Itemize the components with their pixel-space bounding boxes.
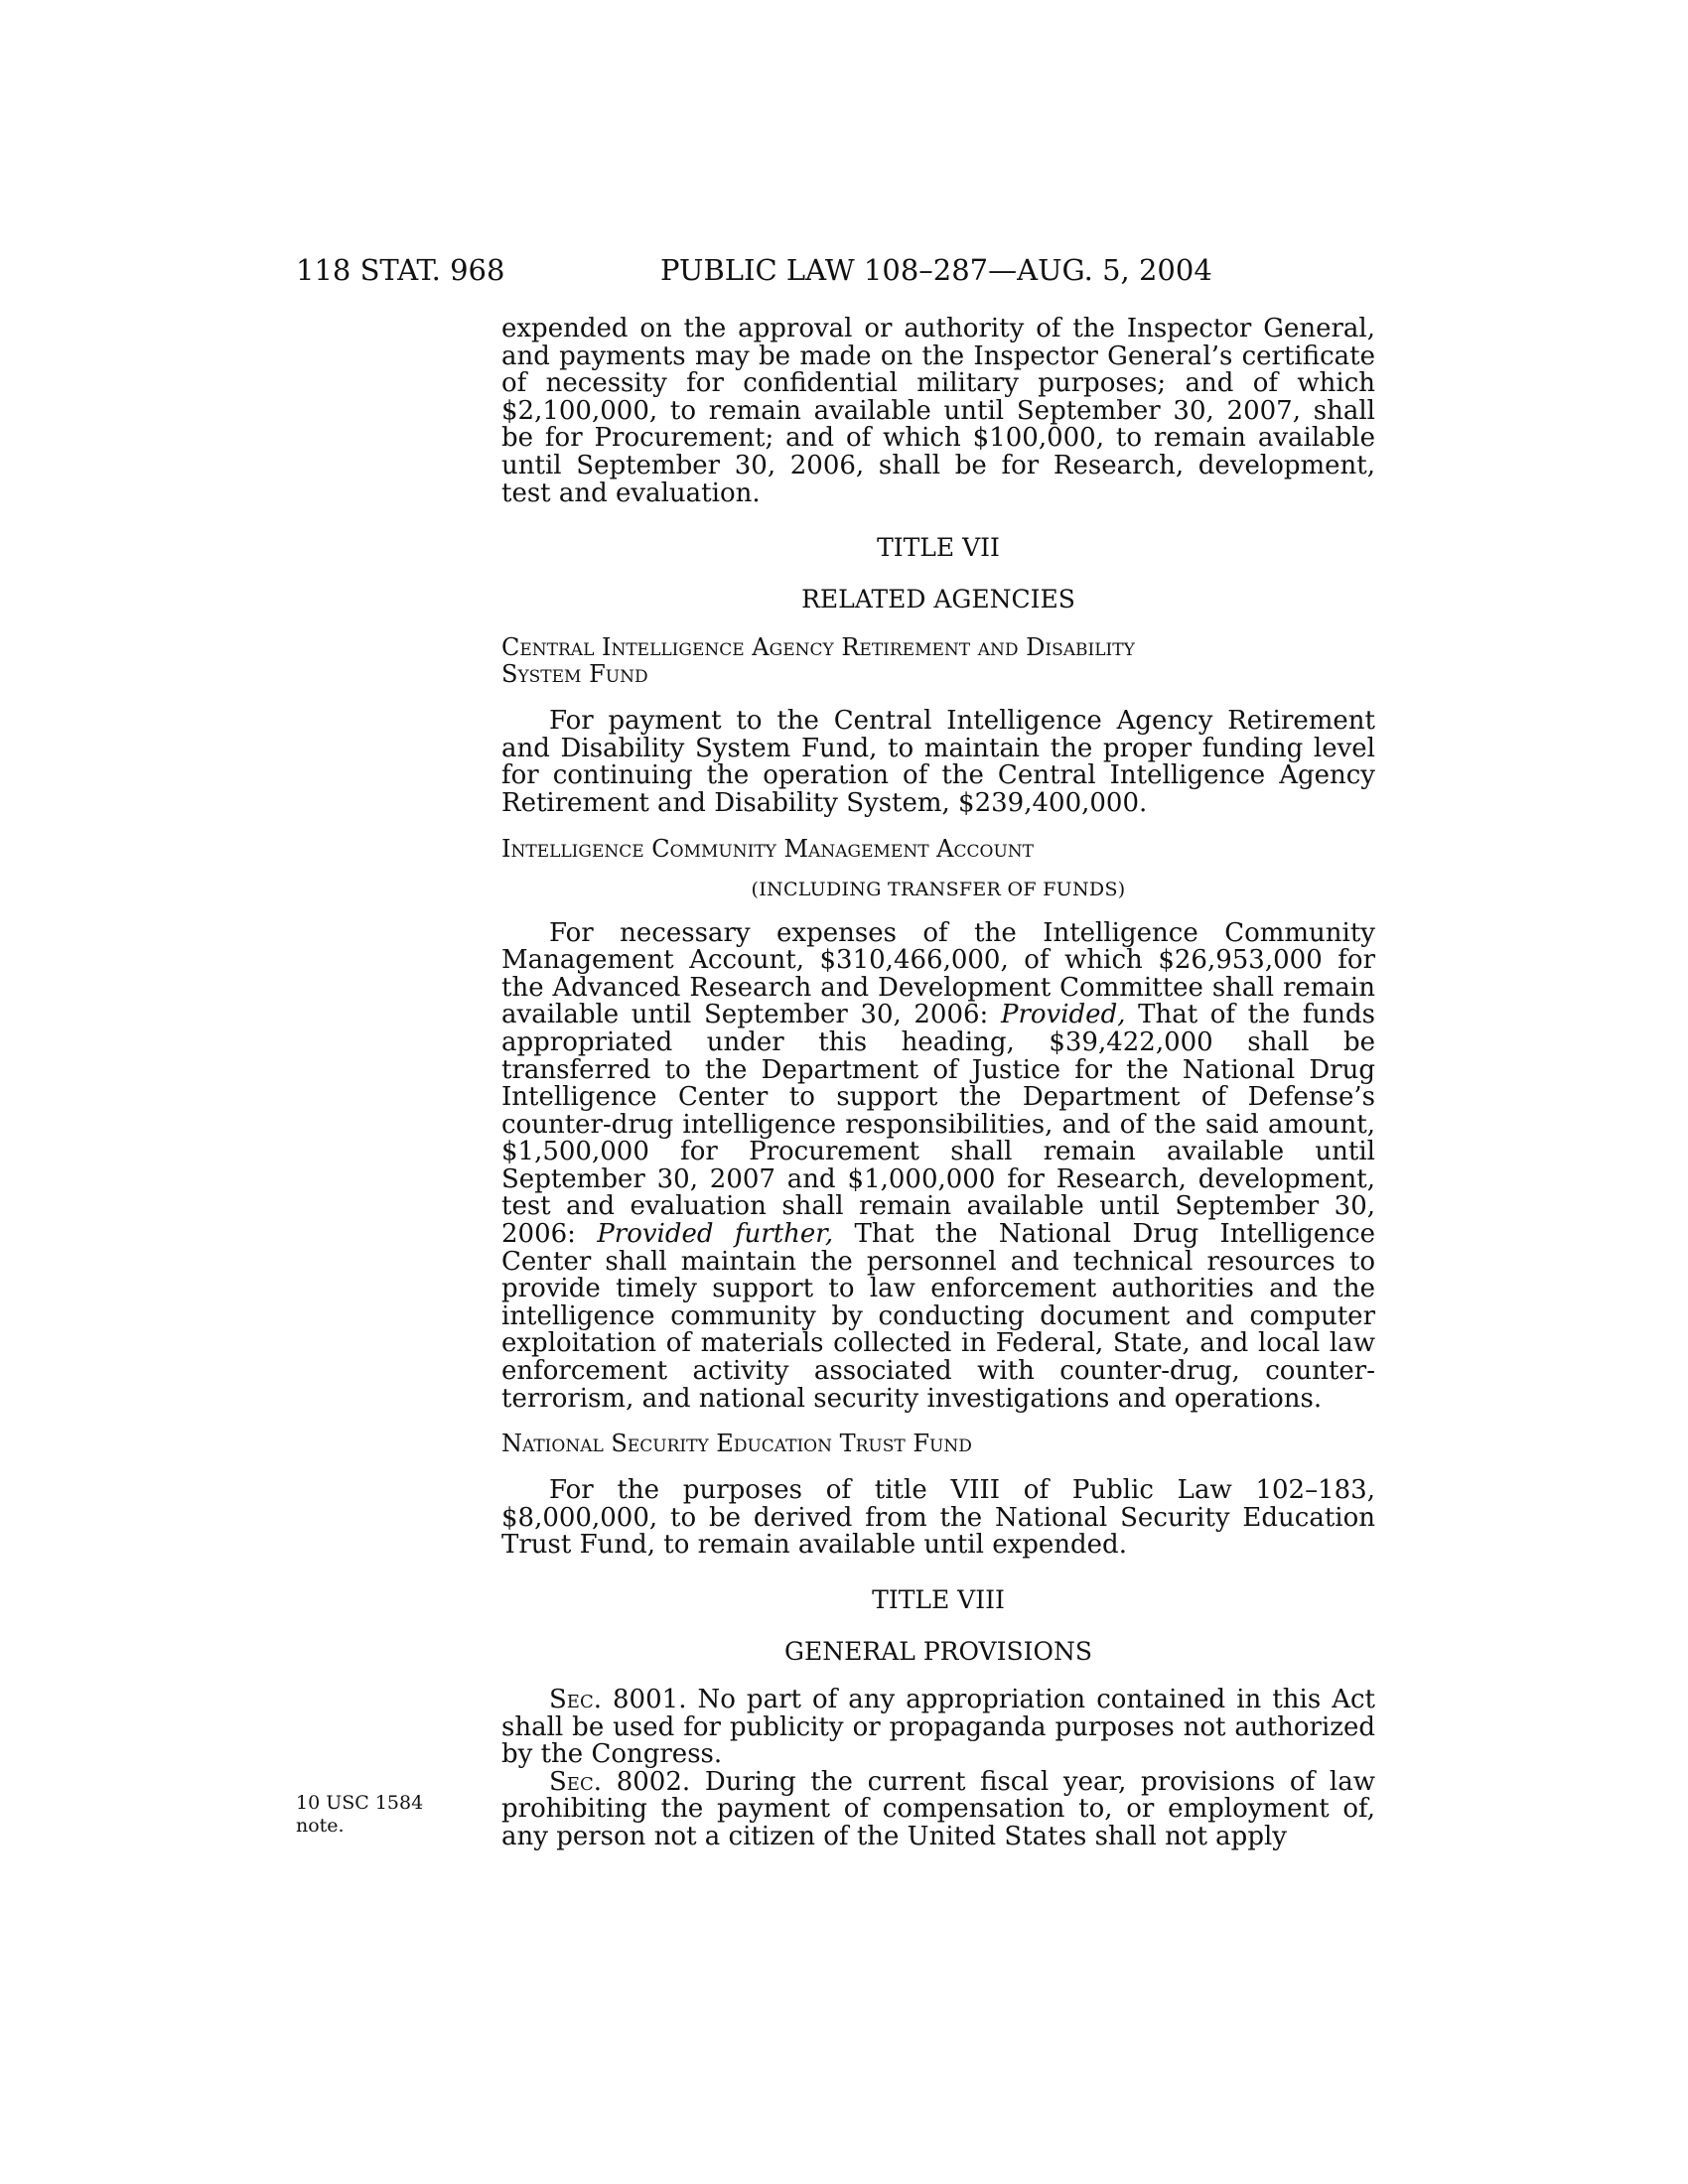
section-8001-text: No part of any appropriation contained in this Act shall be used for publicity or propaganda purposes not authorized by the Congress.	[501, 1685, 1375, 1770]
icma-paragraph	[501, 917, 1375, 1414]
nset-heading: National Security Education Trust Fund	[501, 1430, 972, 1458]
section-8001-label: Sec. 8001.	[549, 1685, 687, 1714]
margin-citation	[296, 1792, 423, 1838]
running-head: PUBLIC LAW 108–287—AUG. 5, 2004	[660, 253, 1212, 287]
icma-text-part3: That the National Drug Intelligence Center shall maintain the personnel and technical resources to provide timely support to law enforcement authorities and the intelligence community by conducting document and computer exploitation of materials collected in Federal, State, and local law enforcement activity associated with counter-drug, counter-terrorism, and national security investigations and operations.	[501, 1219, 1375, 1414]
nset-paragraph: For the purposes of title VIII of Public Law 102–183, $8,000,000, to be derived from the National Security Education Trust Fund, to remain available until expended.	[501, 1475, 1375, 1561]
body-text	[501, 316, 1375, 1851]
title-vii-name: RELATED AGENCIES	[801, 585, 1075, 614]
cia-fund-heading	[501, 634, 1375, 688]
title-vii-number: TITLE VII	[877, 533, 1000, 563]
stat-page-number: 118 STAT. 968	[296, 253, 505, 287]
cia-fund-heading-line2: System Fund	[501, 660, 648, 689]
margin-citation-line1: 10 USC 1584	[296, 1792, 424, 1814]
icma-provided-further: Provided further,	[597, 1219, 834, 1250]
continuation-paragraph: expended on the approval or authority of the Inspector General, and payments may be made on the Inspector General’s certificate of necessity for confidential military purposes; and of which $2,100,000, to remain available until September 30, 2007, shall be for Procurement; and of which $100,000, to remain available until September 30, 2006, shall be for Research, development, test and evaluation.	[501, 314, 1375, 508]
title-viii-name: GENERAL PROVISIONS	[784, 1637, 1092, 1666]
section-8002	[501, 1766, 1375, 1851]
section-8002-text: During the current fiscal year, provisions of law prohibiting the payment of compensation to, or employment of, any person not a citizen of the United States shall not apply	[501, 1766, 1375, 1851]
title-viii-number: TITLE VIII	[872, 1585, 1005, 1614]
icma-heading-block	[501, 836, 1375, 863]
icma-text-part1: For necessary expenses of the Intelligence Community Management Account, $310,466,000, of which $26,953,000 for the Advanced Research and Development Committee shall remain available until September 30, 2006:	[501, 917, 1375, 1030]
icma-heading: Intelligence Community Management Account	[501, 834, 1035, 863]
icma-provided: Provided,	[1000, 1000, 1126, 1030]
icma-text-part2: That of the funds appropriated under this heading, $39,422,000 shall be transferred to the Department of Justice for the National Drug Intelligence Center to support the Department of Defense’s counter-drug intelligence responsibilities, and of the said amount, $1,500,000 for Procurement shall remain available until September 30, 2007 and $1,000,000 for Research, development, test and evaluation shall remain available until September 30, 2006:	[501, 1000, 1375, 1250]
icma-subheading: (INCLUDING TRANSFER OF FUNDS)	[751, 878, 1126, 900]
margin-citation-line2: note.	[296, 1815, 345, 1837]
section-8002-label: Sec. 8002.	[549, 1766, 691, 1797]
cia-fund-paragraph: For payment to the Central Intelligence Agency Retirement and Disability System Fund, to maintain the proper funding level for continuing the operation of the Central Intelligence Agency Retirement and Disability System, $239,400,000.	[501, 706, 1375, 818]
cia-fund-heading-line1: Central Intelligence Agency Retirement and Disability	[501, 633, 1135, 662]
section-8001	[501, 1687, 1375, 1769]
nset-heading-block	[501, 1431, 1375, 1457]
